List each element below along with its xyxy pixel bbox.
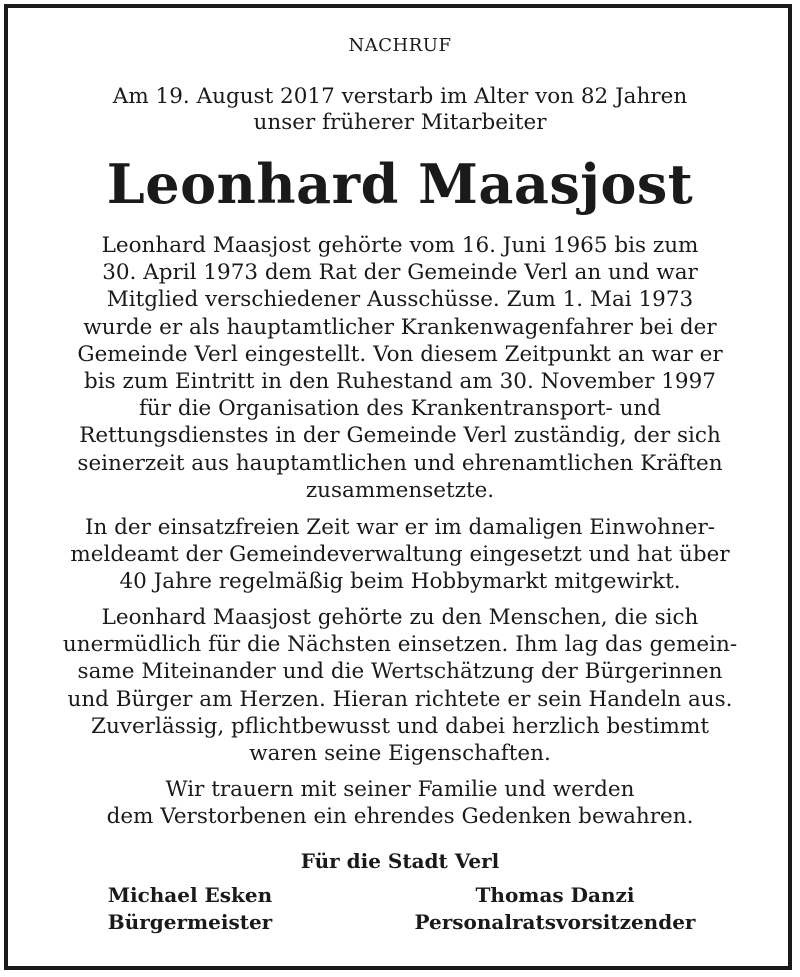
paragraph-character — [0, 604, 800, 767]
paragraph-line: waren seine Eigenschaften. — [249, 741, 551, 767]
paragraph-line: Rettungsdienstes in der Gemeinde Verl zuständig, der sich — [79, 423, 721, 449]
signer-role: Personalratsvorsitzender — [414, 910, 696, 934]
paragraph-line: meldeamt der Gemeindeverwaltung eingesetzt und hat über — [70, 542, 730, 568]
signer-name: Michael Esken — [107, 883, 273, 907]
intro-line: unser früherer Mitarbeiter — [253, 110, 547, 135]
signer-council-chair — [390, 882, 720, 936]
signer-mayor — [80, 882, 300, 936]
paragraph-line: 40 Jahre regelmäßig beim Hobbymarkt mitgewirkt. — [119, 569, 681, 595]
paragraph-line: seinerzeit aus hauptamtlichen und ehrenamtlichen Kräften — [77, 450, 723, 476]
paragraph-line: Zuverlässig, pflichtbewusst und dabei herzlich bestimmt — [91, 713, 709, 739]
paragraph-line: unermüdlich für die Nächsten einsetzen. Ihm lag das gemein- — [62, 632, 738, 658]
paragraph-line: Wir trauern mit seiner Familie und werden — [165, 777, 635, 802]
paragraph-mourning — [0, 776, 800, 830]
paragraph-line: bis zum Eintritt in den Ruhestand am 30. November 1997 — [84, 369, 716, 395]
paragraph-line: für die Organisation des Krankentransport- und — [138, 396, 662, 422]
paragraph-line: Leonhard Maasjost gehörte zu den Menschen, die sich — [101, 605, 699, 630]
deceased-name: Leonhard Maasjost — [106, 152, 694, 216]
paragraph-line: 30. April 1973 dem Rat der Gemeinde Verl an und war — [102, 260, 698, 286]
intro-text — [0, 84, 800, 136]
paragraph-line: In der einsatzfreien Zeit war er im damaligen Einwohner- — [85, 515, 715, 540]
paragraph-line: dem Verstorbenen ein ehrendes Gedenken bewahren. — [106, 804, 694, 830]
paragraph-line: wurde er als hauptamtlicher Krankenwagenfahrer bei der — [83, 314, 717, 340]
signer-role: Bürgermeister — [107, 910, 273, 934]
signer-name: Thomas Danzi — [475, 883, 635, 907]
organization-name: Für die Stadt Verl — [300, 849, 500, 873]
paragraph-career — [0, 232, 800, 504]
paragraph-line: same Miteinander und die Wertschätzung der Bürgerinnen — [77, 659, 723, 685]
paragraph-registry — [0, 514, 800, 596]
paragraph-line: Mitglied verschiedener Ausschüsse. Zum 1. Mai 1973 — [106, 287, 694, 313]
paragraph-line: zusammensetzte. — [305, 477, 495, 503]
intro-line: Am 19. August 2017 verstarb im Alter von 82 Jahren — [112, 84, 688, 109]
paragraph-line: und Bürger am Herzen. Hieran richtete er sein Handeln aus. — [67, 686, 733, 712]
paragraph-line: Leonhard Maasjost gehörte vom 16. Juni 1965 bis zum — [101, 233, 699, 258]
notice-heading: NACHRUF — [348, 35, 452, 56]
paragraph-line: Gemeinde Verl eingestellt. Von diesem Zeitpunkt an war er — [77, 341, 723, 367]
